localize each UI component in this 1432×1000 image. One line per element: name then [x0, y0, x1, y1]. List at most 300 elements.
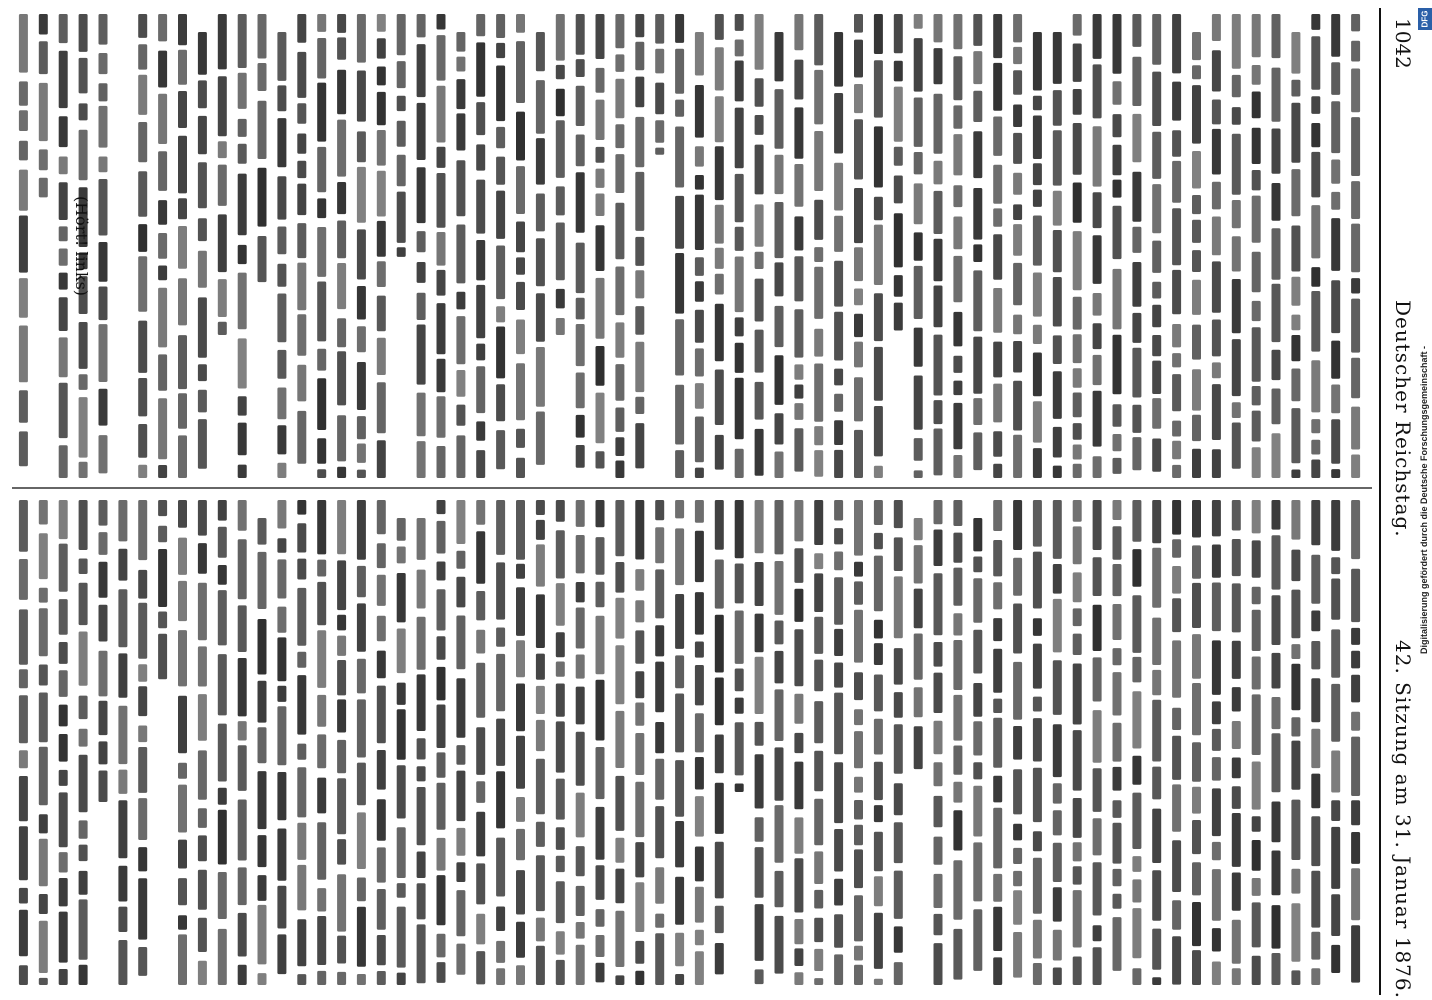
text-word [178, 630, 187, 686]
text-word [834, 762, 843, 823]
text-word [198, 870, 207, 910]
text-word [556, 530, 565, 578]
text-word [1113, 14, 1122, 74]
text-word [516, 870, 525, 914]
text-word [317, 500, 326, 554]
text-word [695, 592, 704, 635]
text-word [1291, 869, 1300, 894]
text-word [158, 51, 167, 88]
text-word [437, 934, 446, 958]
text-word [1291, 550, 1300, 582]
text-word [1113, 180, 1122, 198]
text-word [834, 829, 843, 872]
text-word [655, 662, 664, 713]
text-word [277, 607, 286, 633]
text-word [1351, 455, 1360, 479]
text-word [794, 762, 803, 810]
text-word [1093, 605, 1102, 651]
text-word [596, 616, 605, 675]
text-word [1152, 548, 1161, 608]
text-word [973, 270, 982, 331]
text-word [39, 665, 48, 686]
text-word [1272, 535, 1281, 589]
text-word [79, 820, 88, 838]
text-word [1172, 353, 1181, 367]
text-word [496, 771, 505, 828]
text-word [357, 659, 366, 694]
text-word [1291, 741, 1300, 790]
text-word [874, 533, 883, 549]
text-word [99, 106, 108, 148]
text-word [1033, 718, 1042, 761]
text-word [1192, 500, 1201, 538]
text-word [516, 797, 525, 822]
text-word [1252, 657, 1261, 690]
text-word [437, 232, 446, 266]
text-word [894, 962, 903, 985]
text-word [1132, 262, 1141, 307]
text-word [1331, 629, 1340, 677]
text-word [496, 941, 505, 963]
text-word [417, 167, 426, 223]
text-word [158, 398, 167, 459]
text-word [1232, 75, 1241, 97]
text-word [1351, 117, 1360, 176]
text-word [993, 874, 1002, 902]
text-word [337, 263, 346, 309]
text-word [695, 930, 704, 946]
text-word [417, 787, 426, 845]
text-word [675, 196, 684, 249]
text-word [894, 783, 903, 815]
text-word [596, 346, 605, 386]
text-word [635, 971, 644, 985]
text-word [118, 500, 127, 541]
text-word [1053, 230, 1062, 272]
text-word [775, 262, 784, 296]
text-word [1272, 851, 1281, 896]
text-word [1192, 683, 1201, 735]
text-word [854, 709, 863, 725]
text-word [476, 727, 485, 775]
text-word [894, 500, 903, 528]
text-word [317, 198, 326, 218]
text-word [1351, 925, 1360, 982]
text-word [59, 116, 68, 147]
text-word [655, 527, 664, 563]
text-word [834, 629, 843, 656]
interjection: (Hört! links) [72, 195, 91, 297]
text-word [615, 975, 624, 985]
text-word [953, 500, 962, 526]
text-word [59, 445, 68, 478]
text-word [1073, 500, 1082, 522]
text-word [158, 354, 167, 390]
text-word [615, 14, 624, 48]
text-word [536, 238, 545, 286]
text-word [1013, 315, 1022, 335]
text-word [1073, 393, 1082, 418]
text-word [775, 500, 784, 554]
text-word [158, 526, 167, 543]
text-word [635, 671, 644, 698]
text-word [1152, 618, 1161, 665]
text-word [59, 770, 68, 786]
text-word [297, 14, 306, 43]
text-word [1192, 32, 1201, 60]
text-word [1073, 730, 1082, 791]
text-word [99, 562, 108, 598]
text-word [337, 351, 346, 405]
text-word [894, 648, 903, 685]
text-word [456, 828, 465, 856]
text-word [794, 256, 803, 301]
text-word [1291, 644, 1300, 659]
text-word [238, 174, 247, 236]
text-word [377, 221, 386, 257]
text-word [814, 131, 823, 191]
text-word [417, 325, 426, 385]
text-word [874, 14, 883, 54]
text-word [1252, 92, 1261, 119]
text-word [377, 261, 386, 287]
text-word [1132, 595, 1141, 653]
text-word [357, 416, 366, 439]
text-word [1291, 226, 1300, 272]
text-word [894, 213, 903, 267]
text-word [516, 363, 525, 420]
text-word [79, 397, 88, 458]
text-word [1331, 419, 1340, 464]
text-word [1192, 85, 1201, 144]
text-word [894, 692, 903, 718]
text-word [79, 14, 88, 52]
text-word [1152, 241, 1161, 273]
text-word [337, 500, 346, 554]
text-word [1331, 684, 1340, 742]
text-word [715, 615, 724, 673]
text-word [914, 98, 923, 147]
text-word [934, 429, 943, 476]
text-word [79, 965, 88, 985]
text-word [775, 651, 784, 684]
text-word [277, 463, 286, 478]
text-word [317, 227, 326, 277]
text-word [1252, 411, 1261, 442]
text-word [476, 366, 485, 413]
text-word [1113, 114, 1122, 137]
text-word [1291, 32, 1300, 74]
text-word [1132, 405, 1141, 433]
text-word [1013, 824, 1022, 841]
text-word [1073, 608, 1082, 626]
text-word [1053, 783, 1062, 803]
text-word [238, 396, 247, 415]
text-word [1232, 423, 1241, 469]
text-word [138, 256, 147, 312]
text-word [953, 613, 962, 635]
text-word [834, 93, 843, 154]
text-word [1113, 500, 1122, 520]
text-word [178, 934, 187, 985]
text-word [79, 871, 88, 895]
text-word [476, 812, 485, 857]
text-word [635, 569, 644, 591]
text-word [814, 500, 823, 545]
text-word [238, 245, 247, 264]
text-word [417, 441, 426, 478]
text-word [775, 916, 784, 974]
text-word [456, 551, 465, 569]
text-word [158, 549, 167, 607]
text-word [337, 936, 346, 964]
text-word [596, 147, 605, 163]
text-word [953, 312, 962, 347]
text-word [1212, 757, 1221, 781]
text-word [675, 760, 684, 817]
text-word [953, 217, 962, 250]
text-word [317, 38, 326, 79]
text-word [814, 890, 823, 909]
text-word [1172, 500, 1181, 535]
text-word [953, 56, 962, 100]
text-word [556, 684, 565, 717]
text-word [496, 127, 505, 148]
text-word [59, 852, 68, 872]
text-word [596, 393, 605, 444]
text-word [854, 500, 863, 556]
text-word [695, 847, 704, 882]
text-word [377, 971, 386, 985]
text-word [556, 65, 565, 79]
text-word [1033, 618, 1042, 636]
text-word [277, 637, 286, 681]
text-word [417, 518, 426, 560]
text-word [1053, 466, 1062, 478]
text-word [1252, 447, 1261, 478]
text-word [1013, 769, 1022, 814]
text-word [675, 500, 684, 518]
text-word [615, 562, 624, 593]
text-word [1331, 469, 1340, 478]
text-word [1152, 670, 1161, 695]
text-word [59, 14, 68, 43]
text-word [1252, 301, 1261, 321]
text-word [814, 426, 823, 445]
text-word [755, 817, 764, 842]
text-word [675, 100, 684, 117]
text-word [456, 160, 465, 216]
text-word [854, 377, 863, 421]
text-word [1331, 218, 1340, 271]
text-word [953, 105, 962, 128]
text-word [814, 751, 823, 791]
text-word [417, 883, 426, 919]
text-word [397, 518, 406, 541]
text-word [377, 575, 386, 606]
text-word [357, 974, 366, 985]
text-word [218, 724, 227, 782]
text-word [953, 568, 962, 606]
text-word [178, 435, 187, 478]
text-word [1212, 261, 1221, 312]
text-word [1311, 774, 1320, 809]
text-word [476, 144, 485, 170]
text-word [635, 342, 644, 392]
text-word [854, 731, 863, 768]
text-word [874, 347, 883, 401]
text-word [556, 856, 565, 872]
text-word [1252, 762, 1261, 810]
text-word [635, 306, 644, 335]
text-word [735, 449, 744, 478]
text-word [138, 726, 147, 743]
text-word [1053, 32, 1062, 84]
text-word [834, 914, 843, 948]
text-word [178, 14, 187, 45]
text-word [576, 535, 585, 573]
text-word [596, 537, 605, 575]
text-word [476, 344, 485, 361]
text-word [914, 38, 923, 92]
text-word [695, 146, 704, 166]
text-word [1212, 583, 1221, 632]
text-word [993, 288, 1002, 333]
text-word [934, 48, 943, 84]
text-word [556, 14, 565, 61]
text-word [1351, 69, 1360, 113]
text-word [973, 578, 982, 623]
text-word [556, 721, 565, 772]
text-word [934, 94, 943, 154]
text-word [397, 907, 406, 968]
text-word [993, 342, 1002, 378]
text-word [218, 165, 227, 206]
text-word [615, 461, 624, 479]
text-word [834, 954, 843, 985]
text-word [576, 14, 585, 55]
text-word [973, 432, 982, 470]
text-word [1152, 335, 1161, 356]
text-word [576, 687, 585, 725]
text-word [297, 263, 306, 311]
text-word [953, 782, 962, 803]
text-word [735, 343, 744, 373]
text-word [59, 705, 68, 727]
text-word [297, 500, 306, 515]
text-word [894, 822, 903, 863]
text-word [1252, 610, 1261, 651]
text-word [297, 767, 306, 817]
text-word [715, 943, 724, 974]
text-word [198, 390, 207, 413]
text-word [1311, 968, 1320, 985]
text-word [1232, 786, 1241, 809]
text-word [1113, 672, 1122, 715]
text-word [118, 866, 127, 902]
text-word [516, 640, 525, 677]
text-word [715, 842, 724, 899]
text-word [59, 912, 68, 963]
text-word [1311, 96, 1320, 114]
text-word [516, 587, 525, 636]
text-word [596, 865, 605, 900]
text-word [99, 771, 108, 803]
text-word [934, 874, 943, 908]
text-word [337, 740, 346, 773]
text-word [178, 538, 187, 575]
text-word [158, 200, 167, 225]
text-word [934, 837, 943, 865]
text-word [1132, 657, 1141, 683]
text-word [238, 73, 247, 109]
text-word [19, 278, 28, 318]
text-word [1252, 128, 1261, 164]
text-word [238, 867, 247, 905]
text-word [397, 547, 406, 564]
text-word [755, 614, 764, 653]
text-word [277, 350, 286, 379]
text-word [1311, 205, 1320, 258]
text-word [377, 616, 386, 642]
text-word [516, 458, 525, 478]
text-word [19, 14, 28, 73]
text-word [456, 79, 465, 109]
text-word [1232, 236, 1241, 271]
text-word [1033, 96, 1042, 110]
text-word [794, 858, 803, 912]
text-word [19, 695, 28, 743]
text-word [317, 378, 326, 430]
text-word [516, 429, 525, 448]
text-word [973, 630, 982, 674]
text-word [814, 660, 823, 692]
text-word [1113, 206, 1122, 259]
text-word [993, 208, 1002, 226]
text-word [1272, 350, 1281, 380]
text-word [675, 655, 684, 688]
text-word [1113, 564, 1122, 596]
text-word [576, 324, 585, 366]
text-word [79, 899, 88, 959]
text-word [894, 61, 903, 82]
text-word [297, 52, 306, 98]
text-word [1033, 858, 1042, 914]
text-word [377, 338, 386, 375]
text-word [735, 611, 744, 664]
text-word [1093, 192, 1102, 228]
text-word [794, 385, 803, 399]
text-word [715, 47, 724, 90]
text-word [218, 527, 227, 558]
text-word [357, 14, 366, 63]
text-word [814, 267, 823, 319]
text-word [1212, 500, 1221, 536]
text-word [437, 562, 446, 581]
text-word [635, 14, 644, 37]
text-word [377, 14, 386, 32]
text-word [476, 951, 485, 984]
text-word [1013, 604, 1022, 654]
text-word [258, 101, 267, 159]
text-word [735, 564, 744, 604]
text-word [834, 693, 843, 755]
text-word [1132, 437, 1141, 470]
text-word [238, 658, 247, 716]
text-word [397, 709, 406, 760]
text-word [19, 965, 28, 985]
text-word [1252, 386, 1261, 405]
